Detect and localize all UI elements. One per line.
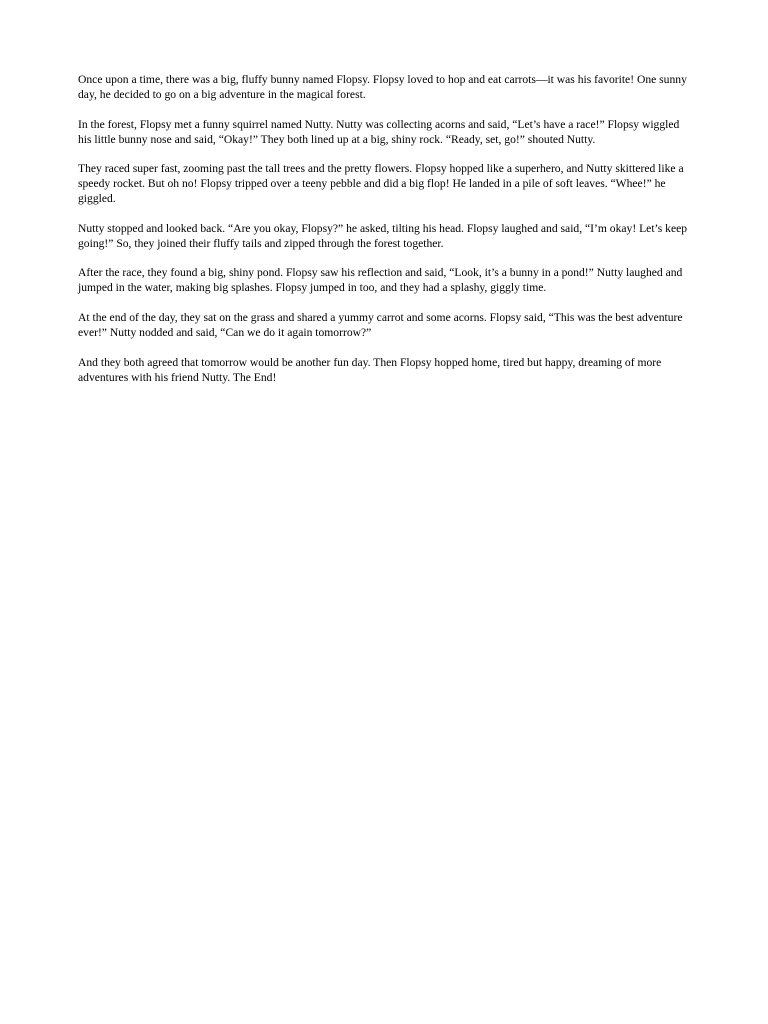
story-paragraph-3: They raced super fast, zooming past the tall trees and the pretty flowers. Flopsy hopped like a superhero, and Nutty skittered like a speedy rocket. But oh no! Flopsy tripped over a teeny pebble and did a big flop! He landed in a pile of soft leaves. “Whee!” he giggled. — [78, 162, 684, 206]
story-paragraph-4: Nutty stopped and looked back. “Are you okay, Flopsy?” he asked, tilting his head. Flopsy laughed and said, “I’m okay! Let’s keep going!” So, they joined their fluffy tails and zipped through the forest together. — [78, 221, 688, 250]
story-paragraph-5: After the race, they found a big, shiny pond. Flopsy saw his reflection and said, “Look, it’s a bunny in a pond!” Nutty laughed and jumped in the water, making big splashes. Flopsy jumped in too, and they had a splashy, giggly time. — [78, 266, 683, 295]
story-paragraph-7: And they both agreed that tomorrow would be another fun day. Then Flopsy hopped home, tired but happy, dreaming of more adventures with his friend Nutty. The End! — [78, 355, 662, 384]
story-body — [78, 72, 694, 399]
story-paragraph-1: Once upon a time, there was a big, fluffy bunny named Flopsy. Flopsy loved to hop and eat carrots—it was his favorite! One sunny day, he decided to go on a big adventure in the magical forest. — [78, 73, 687, 101]
story-paragraph-2: In the forest, Flopsy met a funny squirrel named Nutty. Nutty was collecting acorns and said, “Let’s have a race!” Flopsy wiggled his little bunny nose and said, “Okay!” They both lined up at a big, shiny rock. “Ready, set, go!” shouted Nutty. — [78, 117, 680, 146]
story-paragraph-6: At the end of the day, they sat on the grass and shared a yummy carrot and some acorns. Flopsy said, “This was the best adventure ever!” Nutty nodded and said, “Can we do it again tomorrow?” — [78, 310, 683, 339]
